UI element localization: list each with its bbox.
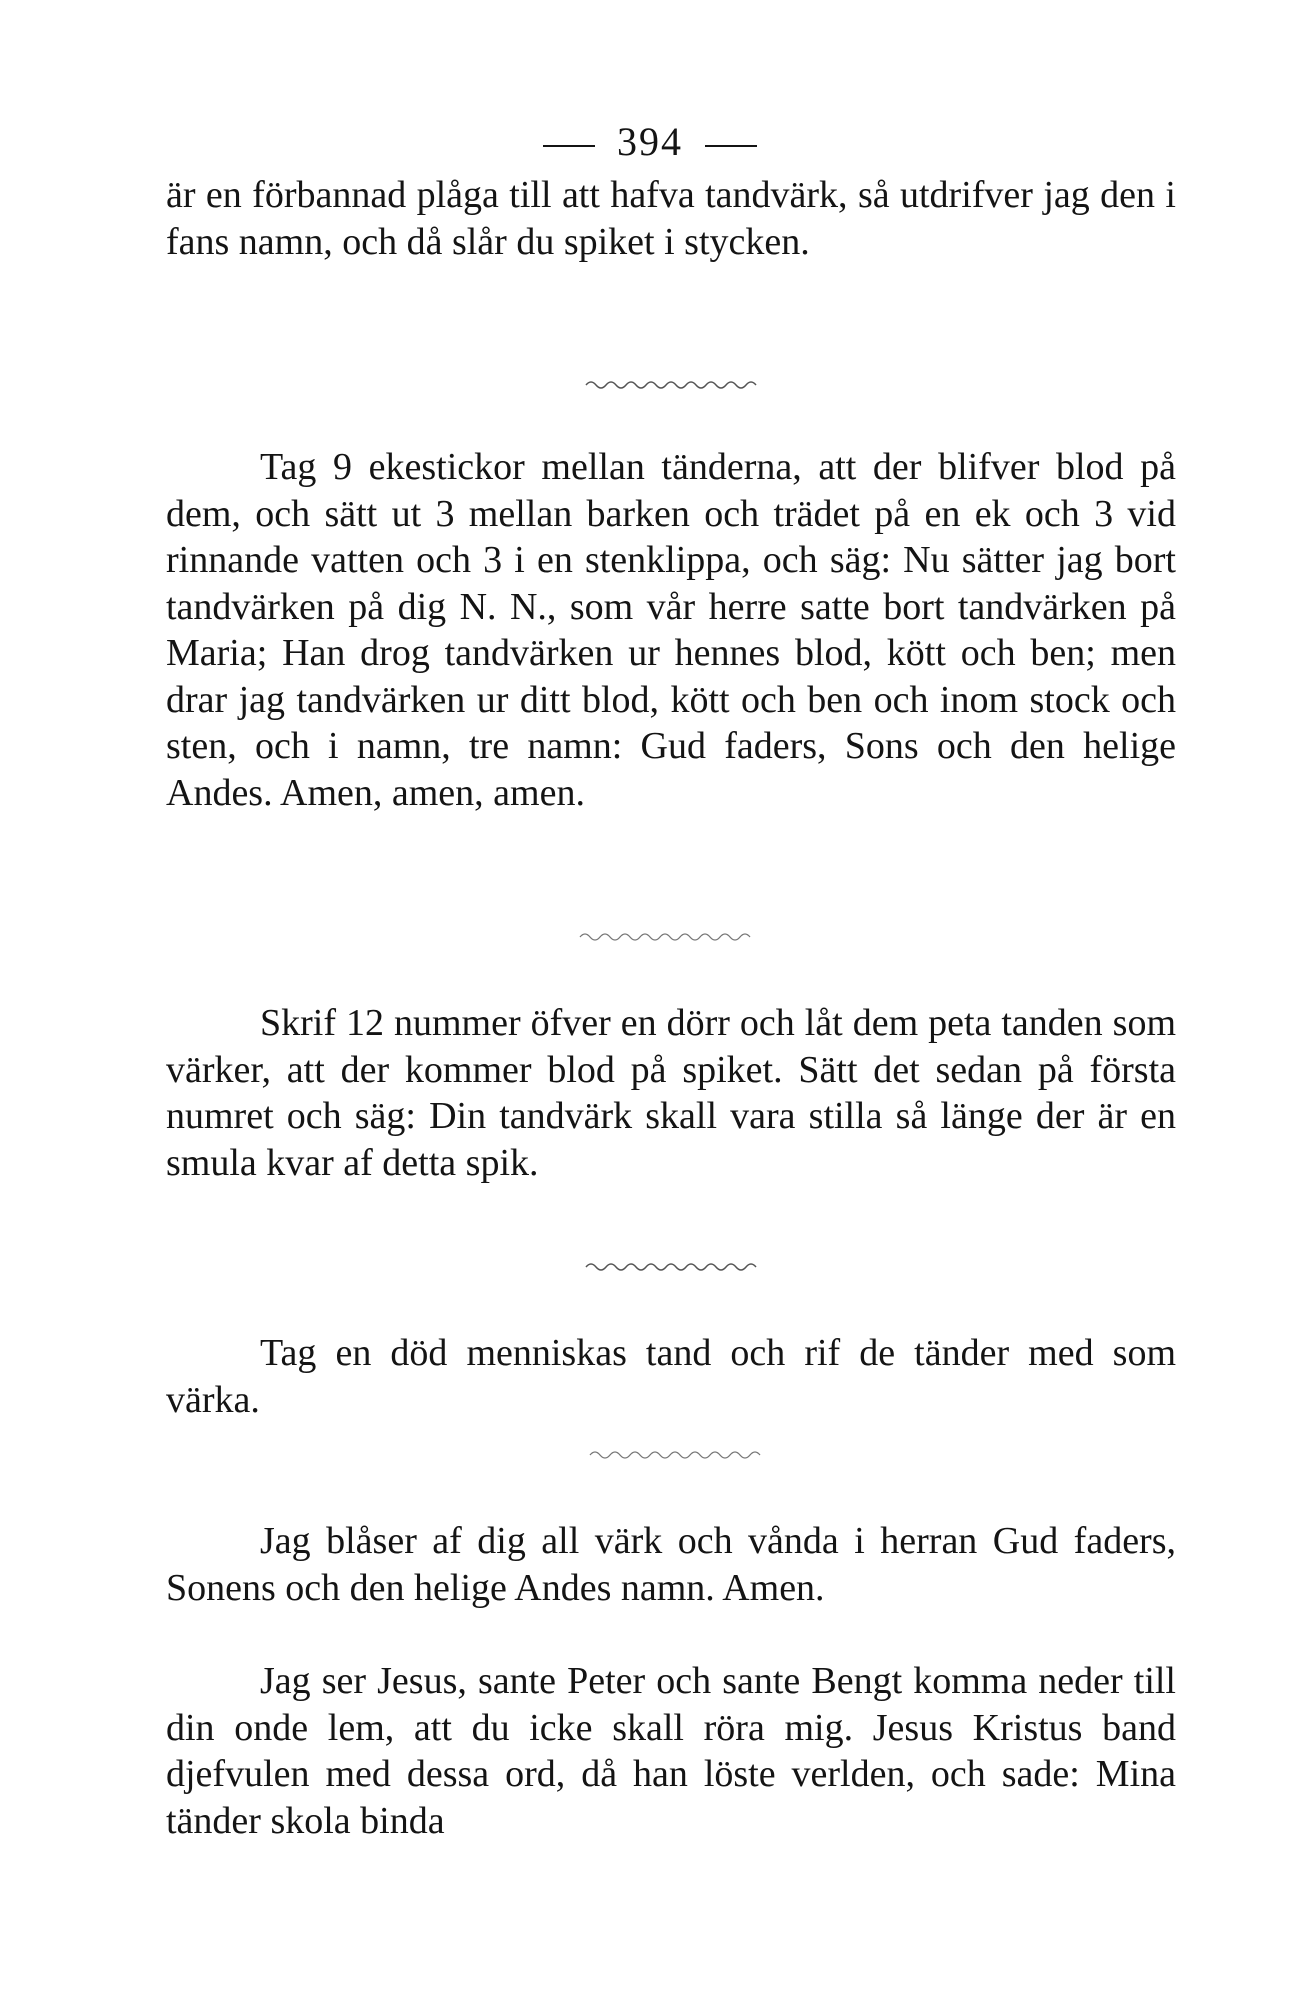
paragraph-continuation: är en förbannad plåga till att hafva tandvärk, så utdrifver jag den i fans namn, och då slår du spiket i stycken. bbox=[166, 174, 1176, 263]
paragraph-blaser: Jag blåser af dig all värk och vånda i herran Gud faders, Sonens och den helige Andes namn. Amen. bbox=[166, 1520, 1176, 1609]
header-dash-right bbox=[705, 145, 757, 147]
page-number: 394 bbox=[617, 119, 683, 164]
paragraph-ekestickor: Tag 9 ekestickor mellan tänderna, att der blifver blod på dem, och sätt ut 3 mellan barken och trädet på en ek och 3 vid rinnande vatten och 3 i en stenklippa, och säg: Nu sätter jag bort tandvärken på dig N. N., som vår herre satte bort tandvärken på Maria; Han drog tandvärken ur hennes blod, kött och ben; men drar jag tandvärken ur ditt blod, kött och ben och inom stock och sten, och i namn, tre namn: Gud faders, Sons och den helige Andes. Amen, amen, amen. bbox=[166, 446, 1176, 814]
page-header bbox=[0, 118, 1300, 165]
section-divider bbox=[584, 1260, 764, 1274]
header-dash-left bbox=[543, 145, 595, 147]
section-divider bbox=[578, 930, 758, 944]
paragraph-dod-tand: Tag en död menniskas tand och rif de tänder med som värka. bbox=[166, 1332, 1176, 1421]
paragraph-skrif-nummer: Skrif 12 nummer öfver en dörr och låt dem peta tanden som värker, att der kommer blod på spiket. Sätt det sedan på första numret och säg: Din tandvärk skall vara stilla så länge der är en smula kvar af detta spik. bbox=[166, 1002, 1176, 1184]
section-divider bbox=[584, 378, 764, 392]
paragraph-jesus: Jag ser Jesus, sante Peter och sante Bengt komma neder till din onde lem, att du icke skall röra mig. Jesus Kristus band djefvulen med dessa ord, då han löste verlden, och sade: Mina tänder skola binda bbox=[166, 1660, 1176, 1842]
section-divider bbox=[588, 1448, 768, 1462]
